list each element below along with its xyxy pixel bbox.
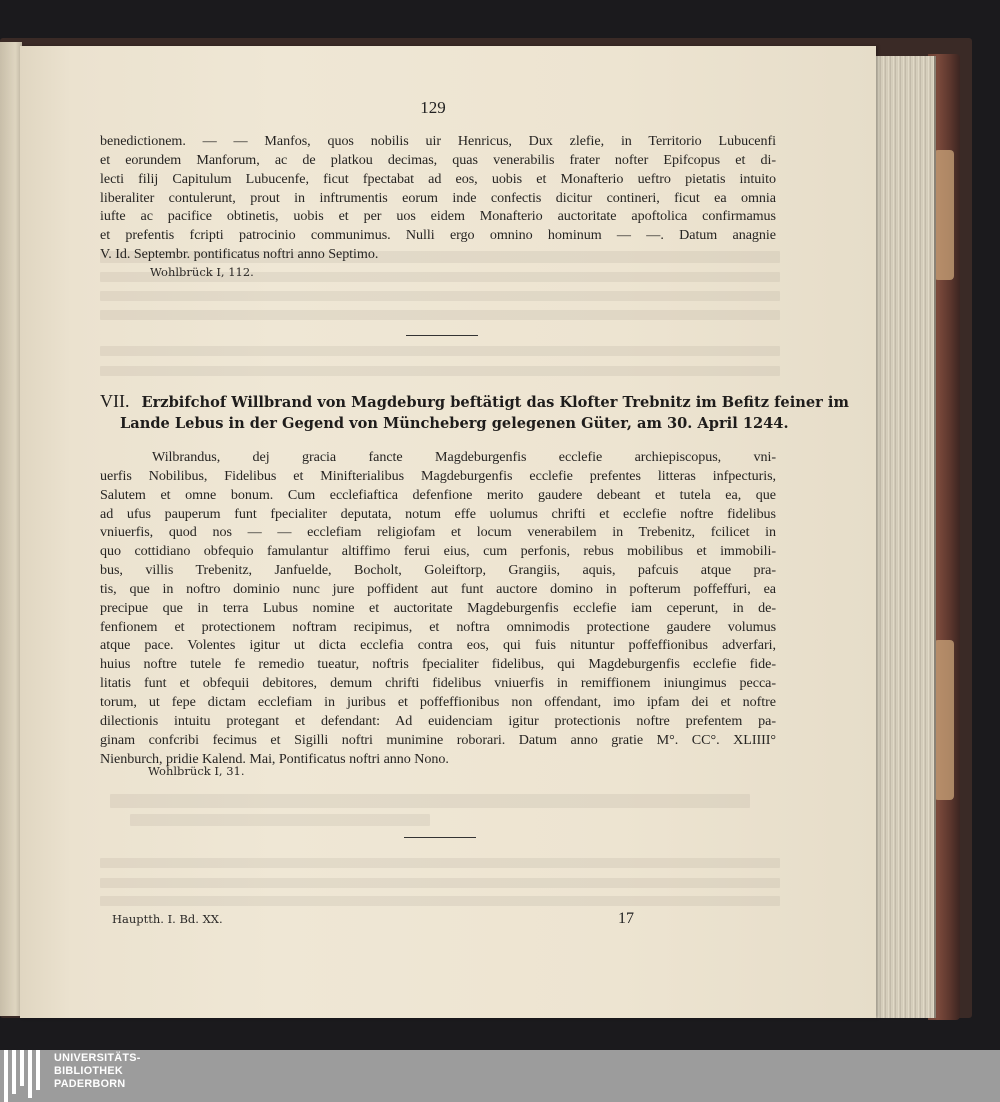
bleed-through (110, 794, 750, 808)
text-line: benedictionem. — — Manfos, quos nobilis uir Henricus, Dux zlefie, in Territorio Lubucenfi (100, 133, 776, 149)
text-line: Salutem et omne bonum. Cum ecclefiaftica defenfione merito gaudere debeant et tutela ea, que (100, 486, 776, 503)
signature-mark: Hauptth. I. Bd. XX. (112, 912, 223, 926)
text-line: iufte ac pacifice obtinetis, uobis et per uos eidem Monafterio auctoritate apoftolica confirmamus (100, 208, 776, 225)
cover-wear-mark (934, 150, 954, 280)
text-line: vniuerfis, quod nos — — ecclefiam religiofam et locum venerabilem in Trebenitz, fcilicet in (100, 524, 776, 541)
document-heading (100, 391, 849, 434)
text-line: Nienburch, pridie Kalend. Mai, Pontificatus noftri anno Nono. (100, 750, 449, 767)
logo-line: UNIVERSITÄTS- (54, 1052, 141, 1064)
bleed-through (100, 291, 780, 301)
text-line: ginam confcribi fecimus et Sigilli noftri munimine roborari. Datum anno gratie M°. CC°. XLIIII° (100, 731, 776, 748)
text-line: quo cottidiano obfequio famulantur altiffimo ferui eius, cum perfonis, rebus mobilibus et immobili- (100, 543, 776, 560)
text-line: precipue que in terra Lubus nomine et auctoritate Magdeburgenfis ecclefie iam ceperunt, in de- (100, 599, 776, 616)
source-reference: Wohlbrück I, 112. (150, 265, 254, 279)
bleed-through (100, 858, 780, 868)
text-line: lecti filij Capitulum Lubucenfe, ficut fpectabat ad eos, uobis et Monafterio ueftro pietatis intuito (100, 170, 776, 187)
text-line: V. Id. Septembr. pontificatus noftri anno Septimo. (100, 246, 379, 263)
text-line: dilectionis intuitu protegant et defendant: Ad euidenciam igitur protectionis noftre prefentem pa- (100, 712, 776, 729)
charter-text (100, 448, 776, 768)
heading-line: Lande Lebus in der Gegend von Müncheberg gelegenen Güter, am 30. April 1244. (120, 415, 789, 432)
library-logo-icon (4, 1050, 46, 1102)
bleed-through (100, 366, 780, 376)
heading-line: Erzbifchof Willbrand von Magdeburg beftätigt das Klofter Trebnitz im Befitz feiner im (141, 394, 849, 411)
document-paragraph-continued (100, 132, 776, 264)
text-line: Wilbrandus, dej gracia fancte Magdeburgenfis ecclefie archiepiscopus, vni- (152, 449, 776, 465)
library-logo-text (54, 1052, 141, 1091)
text-line: atque pace. Volentes igitur ut dicta ecclefia contra eos, qui fuis nituntur poffeffionibus adverfari, (100, 637, 776, 654)
text-line: tis, que in noftro dominio nunc jure poffident aut funt auctore domino in pofterum poffeffuri, ea (100, 580, 776, 597)
text-line: huius noftre tutele fe remedio tueatur, noftris fpecialiter fidelibus, qui Magdeburgenfis ecclefie fide- (100, 656, 776, 673)
text-line: liberaliter contulerunt, prout in inftrumentis eorum inde confectis dicitur contineri, ficut ea omnia (100, 189, 776, 206)
text-line: uerfis Nobilibus, Fidelibus et Minifterialibus Magdeburgenfis ecclefie prefentes litteras infpecturis, (100, 467, 776, 484)
text-line: et prefentis fcripti patrocinio communimus. Nulli ergo omnino hominum — —. Datum anagnie (100, 227, 776, 244)
bleed-through (100, 896, 780, 906)
page-edges (872, 56, 936, 1018)
bleed-through (100, 346, 780, 356)
source-reference: Wohlbrück I, 31. (148, 764, 245, 778)
text-line: torum, ut fepe dictam ecclefiam in juribus et poffeffionibus non offendant, imo ipfam dei et noftre (100, 693, 776, 710)
text-line: litatis funt et obfequii debitores, demum chrifti fidelibus vniuerfis in remiffionem iniungimus pecca- (100, 675, 776, 692)
gutter-strip (0, 42, 22, 1016)
logo-line: BIBLIOTHEK (54, 1065, 123, 1077)
section-divider (404, 837, 476, 838)
text-line: et eorundem Manforum, ac de platkou decimas, quas venerabilis frater nofter Epifcopus et di- (100, 151, 776, 168)
cover-wear-mark (934, 640, 954, 800)
bleed-through (130, 814, 430, 826)
text-line: bus, villis Trebenitz, Janfuelde, Bocholt, Goleiftorp, Grangiis, aquis, pafcuis atque pra- (100, 562, 776, 579)
logo-line: PADERBORN (54, 1078, 126, 1090)
library-banner (0, 1050, 1000, 1102)
text-line: fenfionem et protectionem noftram recipimus, et noftra omnimodis protectione gaudere volumus (100, 618, 776, 635)
book-page (20, 46, 876, 1018)
bleed-through (100, 310, 780, 320)
sheet-number: 17 (618, 910, 634, 927)
heading-number: VII. (100, 391, 130, 411)
section-divider (406, 335, 478, 336)
page-number: 129 (420, 98, 446, 117)
bleed-through (100, 878, 780, 888)
text-line: ad ufus pauperum funt fpecialiter deputata, notum effe uolumus chrifti et ecclefie noftre fidelibus (100, 505, 776, 522)
